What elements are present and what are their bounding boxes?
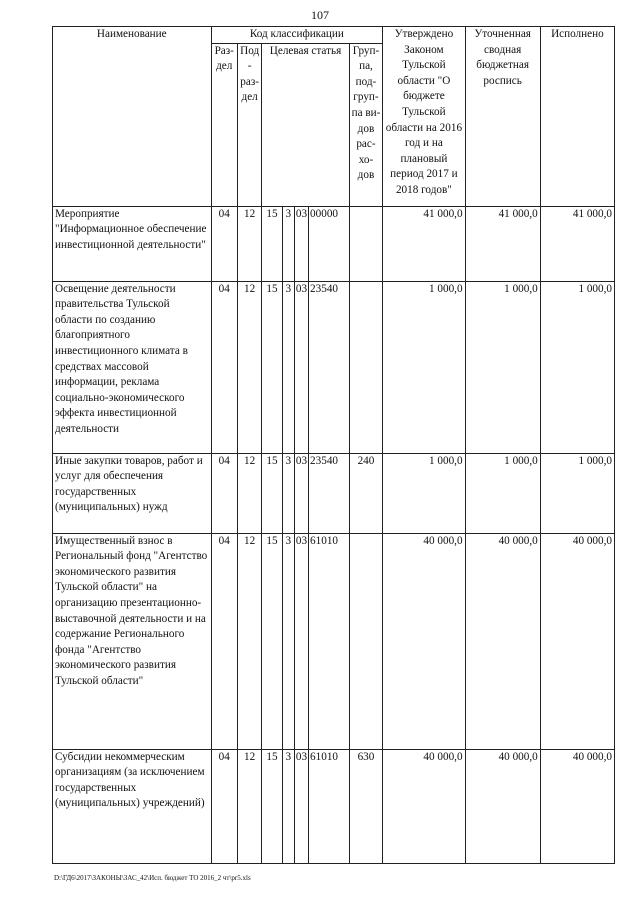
header-name: Наименование <box>53 27 212 207</box>
header-refined: Уточненная сводная бюджетная роспись <box>465 27 540 207</box>
header-section: Раз- дел <box>211 43 237 206</box>
row-approved: 1 000,0 <box>383 453 465 533</box>
row-section: 04 <box>211 206 237 281</box>
row-group: 630 <box>349 749 383 863</box>
row-cs2: 3 <box>282 749 294 863</box>
row-group: 240 <box>349 453 383 533</box>
row-section: 04 <box>211 533 237 749</box>
row-cs3: 03 <box>294 206 308 281</box>
row-cs1: 15 <box>262 749 282 863</box>
row-cs2: 3 <box>282 533 294 749</box>
header-classification: Код классификации <box>211 27 383 44</box>
table-row <box>53 206 615 281</box>
row-executed: 1 000,0 <box>540 281 614 453</box>
row-name: Субсидии некоммерческим организациям (за исключением государственных (муниципальных) учреждений) <box>53 749 212 863</box>
row-cs4: 23540 <box>309 281 350 453</box>
header-expense-group: Груп- па, под- груп- па ви- дов рас- хо- дов <box>349 43 383 206</box>
row-cs3: 03 <box>294 533 308 749</box>
row-subsection: 12 <box>237 206 261 281</box>
row-cs3: 03 <box>294 453 308 533</box>
row-name: Иные закупки товаров, работ и услуг для обеспечения государственных (муниципальных) нужд <box>53 453 212 533</box>
row-cs4: 61010 <box>309 533 350 749</box>
row-cs4: 00000 <box>309 206 350 281</box>
row-cs4: 23540 <box>309 453 350 533</box>
table-row <box>53 281 615 453</box>
row-name: Имущественный взнос в Региональный фонд "Агентство экономического развития Тульской области" на организацию презентационно-выставочной деятельности и на содержание Регионального фонда "Агентство экономического развития Тульской области" <box>53 533 212 749</box>
row-subsection: 12 <box>237 281 261 453</box>
row-section: 04 <box>211 281 237 453</box>
row-refined: 1 000,0 <box>465 453 540 533</box>
row-refined: 40 000,0 <box>465 533 540 749</box>
page-number: 107 <box>311 8 329 22</box>
row-cs1: 15 <box>262 281 282 453</box>
row-executed: 40 000,0 <box>540 749 614 863</box>
row-name: Освещение деятельности правительства Тульской области по созданию благоприятного инвестиционного климата в средствах массовой информации, реклама социально-экономического эффекта инвестиционной деятельности <box>53 281 212 453</box>
row-cs1: 15 <box>262 533 282 749</box>
header-approved: Утверждено Законом Тульской области "О бюджете Тульской области на 2016 год и на плановый период 2017 и 2018 годов" <box>383 27 465 207</box>
row-refined: 41 000,0 <box>465 206 540 281</box>
row-refined: 40 000,0 <box>465 749 540 863</box>
row-cs2: 3 <box>282 206 294 281</box>
row-section: 04 <box>211 453 237 533</box>
table-row <box>53 533 615 749</box>
table-row <box>53 749 615 863</box>
header-executed: Исполнено <box>540 27 614 207</box>
row-subsection: 12 <box>237 453 261 533</box>
row-section: 04 <box>211 749 237 863</box>
row-approved: 1 000,0 <box>383 281 465 453</box>
row-cs3: 03 <box>294 749 308 863</box>
row-group <box>349 206 383 281</box>
header-target-article: Целевая статья <box>262 43 349 206</box>
file-path-footer: D:\ГД6\2017\ЗАКОНЫ\ЗАС_42\Исп. бюджет ТО 2016_2 чт\pr5.xls <box>54 874 251 882</box>
row-executed: 40 000,0 <box>540 533 614 749</box>
row-subsection: 12 <box>237 533 261 749</box>
row-group <box>349 533 383 749</box>
row-cs3: 03 <box>294 281 308 453</box>
row-subsection: 12 <box>237 749 261 863</box>
row-executed: 41 000,0 <box>540 206 614 281</box>
row-group <box>349 281 383 453</box>
row-cs2: 3 <box>282 281 294 453</box>
header-subsection: Под- раз- дел <box>237 43 261 206</box>
row-executed: 1 000,0 <box>540 453 614 533</box>
table-row <box>53 453 615 533</box>
budget-table <box>52 26 615 864</box>
row-cs1: 15 <box>262 206 282 281</box>
row-refined: 1 000,0 <box>465 281 540 453</box>
row-approved: 40 000,0 <box>383 533 465 749</box>
row-name: Мероприятие "Информационное обеспечение инвестиционной деятельности" <box>53 206 212 281</box>
row-cs4: 61010 <box>309 749 350 863</box>
row-approved: 40 000,0 <box>383 749 465 863</box>
row-cs1: 15 <box>262 453 282 533</box>
row-cs2: 3 <box>282 453 294 533</box>
row-approved: 41 000,0 <box>383 206 465 281</box>
